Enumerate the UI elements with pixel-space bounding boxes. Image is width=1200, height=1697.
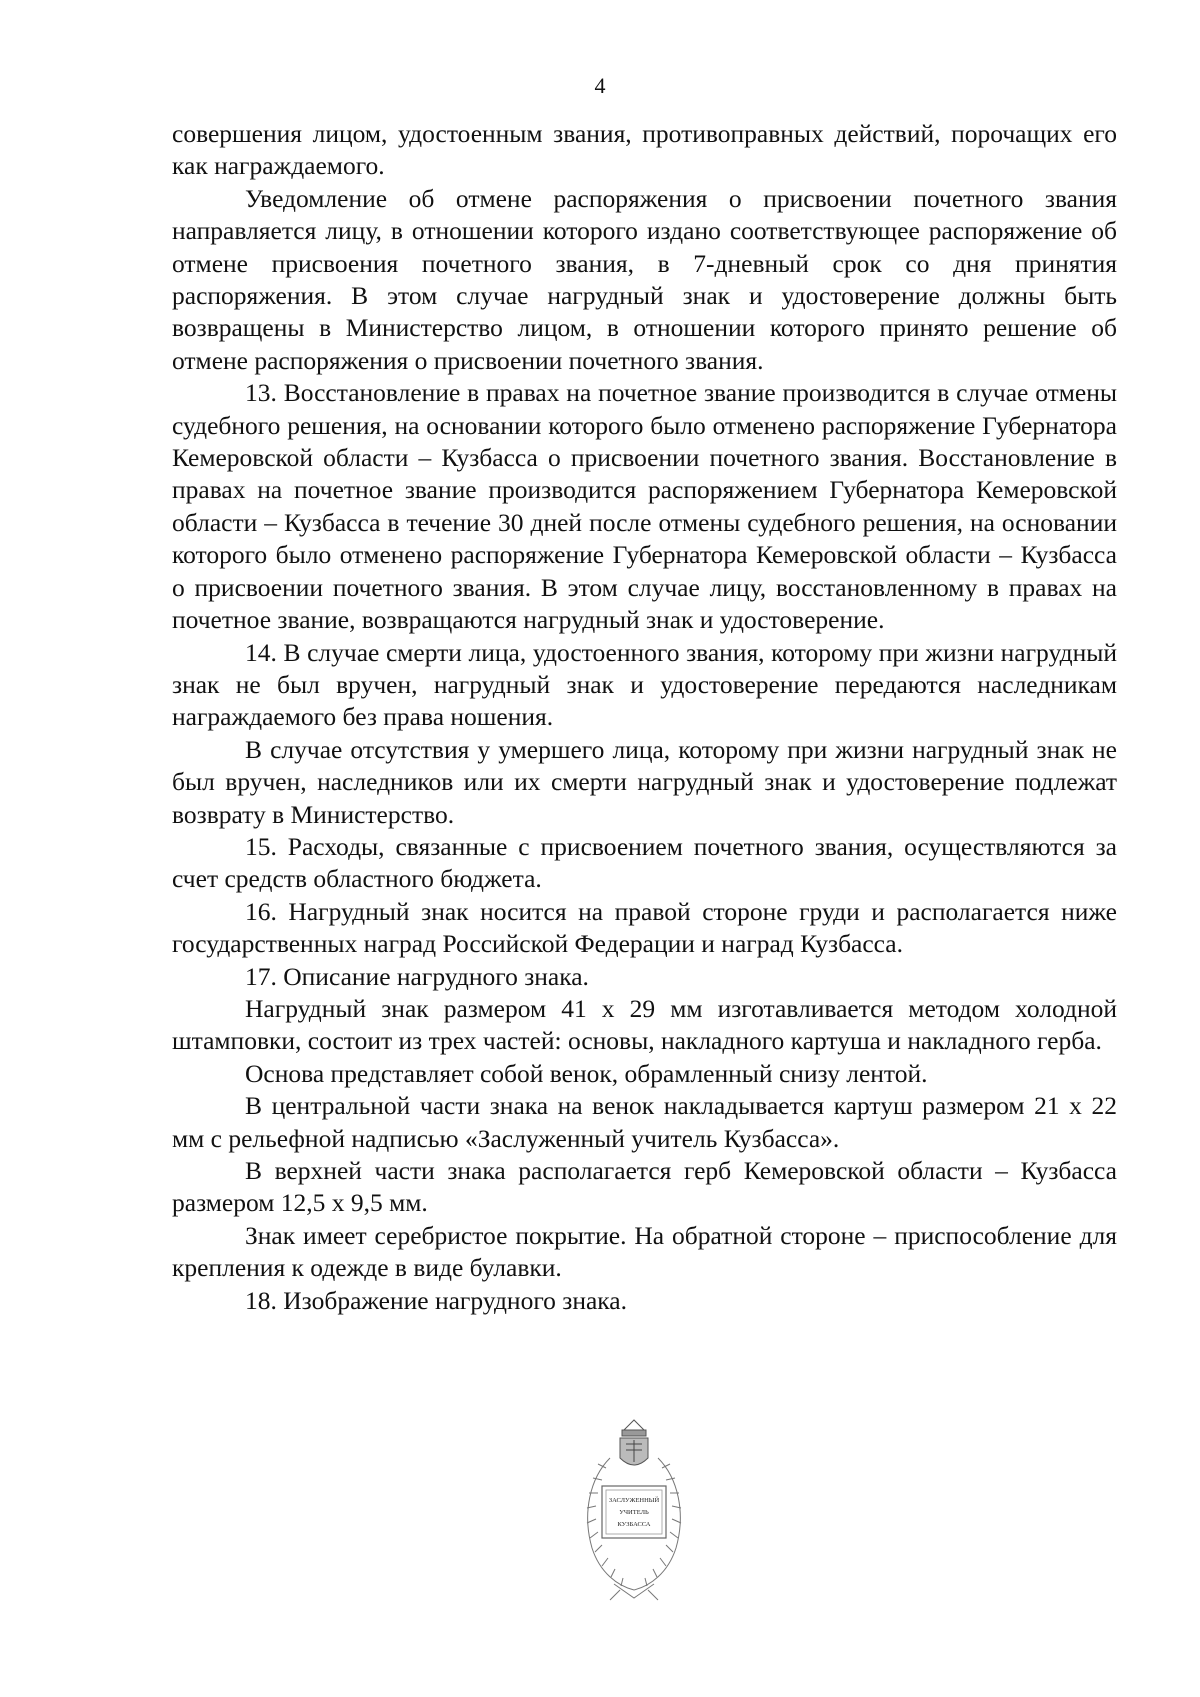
paragraph: В случае отсутствия у умершего лица, которому при жизни нагрудный знак не был вручен, наследников или их смерти нагрудный знак и удостоверение подлежат возврату в Министерство.	[172, 734, 1117, 829]
paragraph: 14. В случае смерти лица, удостоенного звания, которому при жизни нагрудный знак не был вручен, нагрудный знак и удостоверение передаются наследникам награждаемого без права ношения.	[172, 637, 1117, 732]
paragraph: Основа представляет собой венок, обрамленный снизу лентой.	[245, 1058, 928, 1088]
badge-image	[580, 1418, 688, 1602]
paragraph: Знак имеет серебристое покрытие. На обратной стороне – приспособление для крепления к одежде в виде булавки.	[172, 1220, 1117, 1283]
paragraph: 17. Описание нагрудного знака.	[245, 961, 589, 991]
paragraph: 18. Изображение нагрудного знака.	[245, 1285, 628, 1315]
paragraph: Нагрудный знак размером 41 х 29 мм изготавливается методом холодной штамповки, состоит из трех частей: основы, накладного картуша и накладного герба.	[172, 993, 1117, 1056]
cartouche-line: УЧИТЕЛЬ	[619, 1509, 649, 1516]
paragraph: Уведомление об отмене распоряжения о присвоении почетного звания направляется лицу, в отношении которого издано соответствующее распоряжение об отмене присвоения почетного звания, в 7-дневный срок со дня принятия распоряжения. В этом случае нагрудный знак и удостоверение должны быть возвращены в Министерство лицом, в отношении которого принято решение об отмене распоряжения о присвоении почетного звания.	[172, 183, 1117, 375]
coat-of-arms-icon	[620, 1420, 648, 1465]
document-body	[172, 118, 1117, 1317]
paragraph: 15. Расходы, связанные с присвоением почетного звания, осуществляются за счет средств областного бюджета.	[172, 831, 1117, 894]
paragraph: 13. Восстановление в правах на почетное звание производится в случае отмены судебного решения, на основании которого было отменено распоряжение Губернатора Кемеровской области – Кузбасса о присвоении почетного звания. Восстановление в правах на почетное звание производится распоряжением Губернатора Кемеровской области – Кузбасса в течение 30 дней после отмены судебного решения, на основании которого было отменено распоряжение Губернатора Кемеровской области – Кузбасса о присвоении почетного звания. В этом случае лицу, восстановленному в правах на почетное звание, возвращаются нагрудный знак и удостоверение.	[172, 378, 1117, 635]
paragraph: совершения лицом, удостоенным звания, противоправных действий, порочащих его как награждаемого.	[172, 119, 1117, 181]
paragraph: В центральной части знака на венок накладывается картуш размером 21 х 22 мм с рельефной надписью «Заслуженный учитель Кузбасса».	[172, 1091, 1117, 1153]
paragraph: 16. Нагрудный знак носится на правой стороне груди и располагается ниже государственных наград Российской Федерации и наград Кузбасса.	[172, 896, 1117, 959]
page-number: 4	[594, 73, 606, 98]
paragraph: В верхней части знака располагается герб Кемеровской области – Кузбасса размером 12,5 х 9,5 мм.	[172, 1156, 1117, 1218]
cartouche-line: ЗАСЛУЖЕННЫЙ	[608, 1497, 660, 1504]
cartouche-line: КУЗБАССА	[617, 1521, 651, 1528]
